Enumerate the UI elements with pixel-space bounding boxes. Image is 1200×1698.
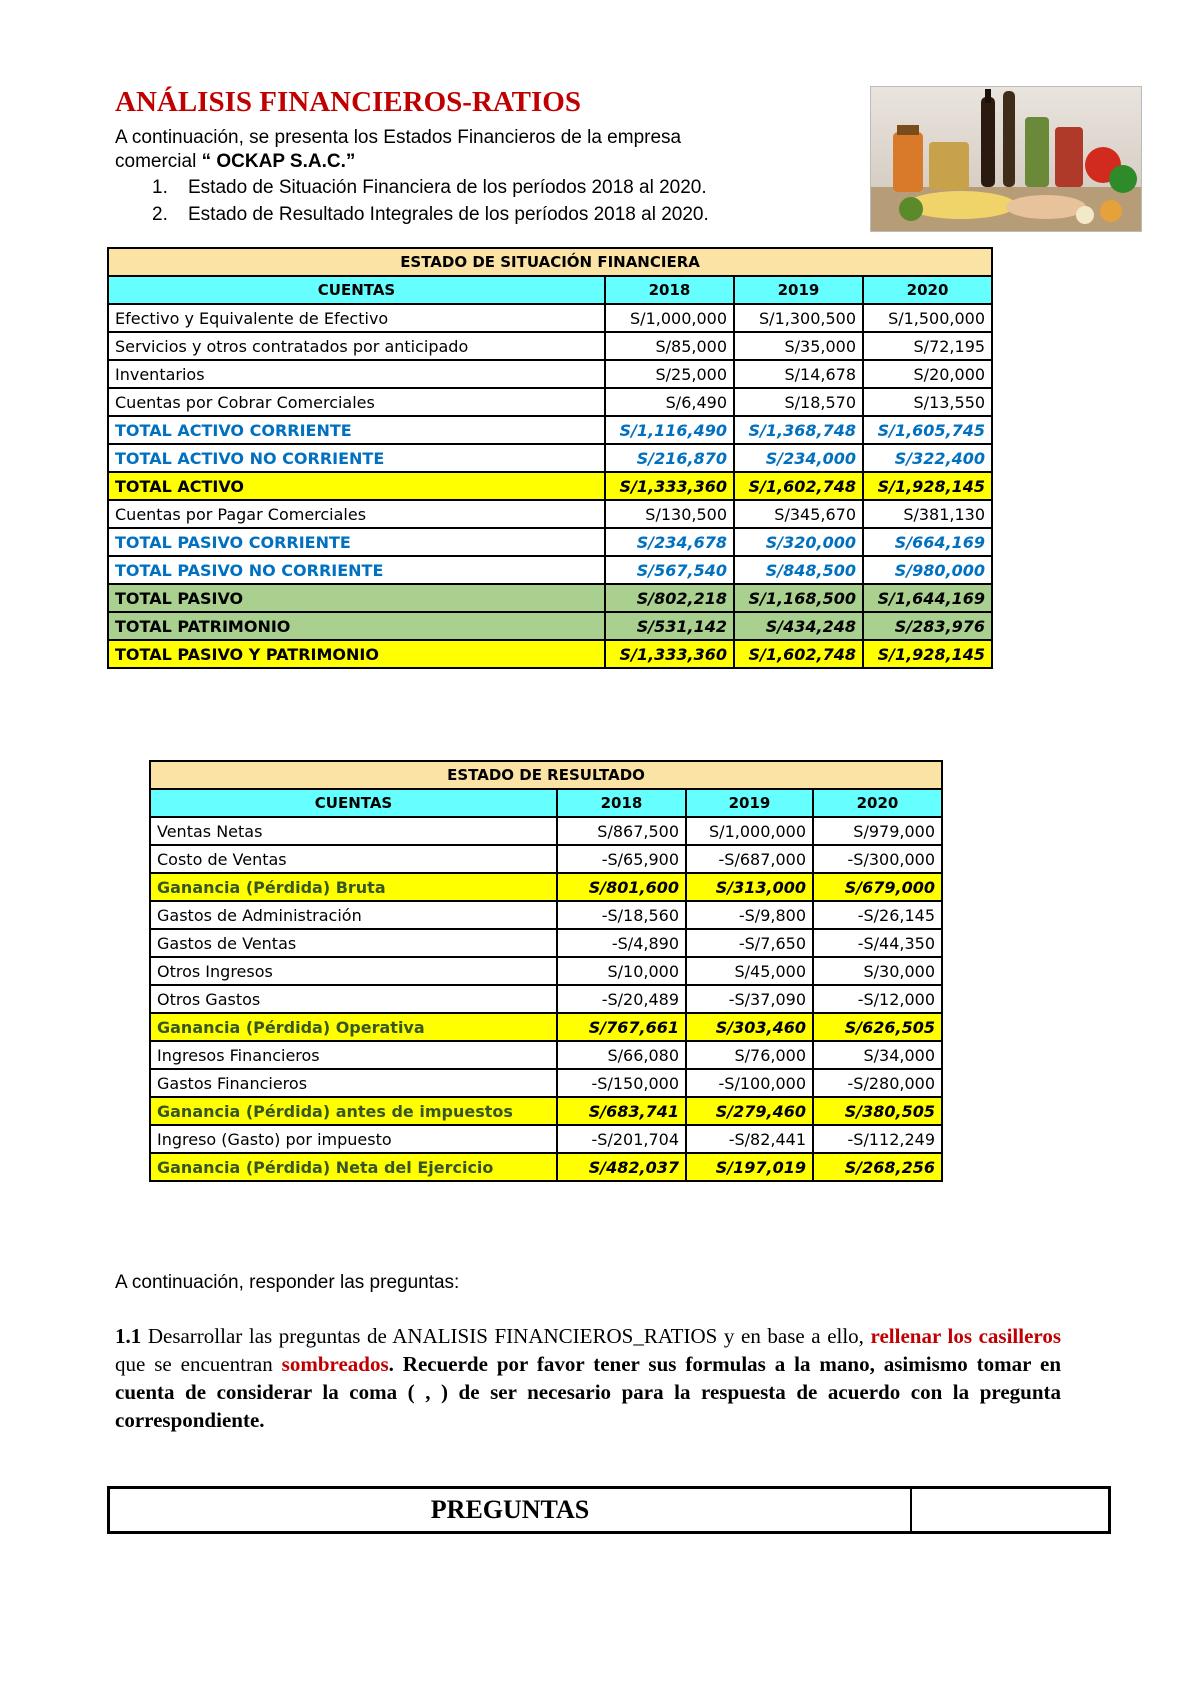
row-label: Gastos de Administración: [150, 901, 557, 929]
value-cell: S/76,000: [686, 1041, 813, 1069]
value-cell: S/10,000: [557, 957, 686, 985]
table-title: ESTADO DE RESULTADO: [150, 761, 942, 789]
table-row: [150, 845, 942, 873]
list-text: Estado de Resultado Integrales de los períodos 2018 al 2020.: [188, 204, 709, 225]
value-cell: -S/9,800: [686, 901, 813, 929]
instruction-text: que se encuentran: [115, 1352, 282, 1376]
row-label: Ganancia (Pérdida) Neta del Ejercicio: [150, 1153, 557, 1181]
value-cell: S/234,678: [605, 528, 734, 556]
value-cell: S/345,670: [734, 500, 863, 528]
row-label: Efectivo y Equivalente de Efectivo: [108, 304, 605, 332]
groceries-photo: [870, 86, 1142, 232]
row-label: Inventarios: [108, 360, 605, 388]
row-label: TOTAL PASIVO CORRIENTE: [108, 528, 605, 556]
value-cell: S/626,505: [813, 1013, 942, 1041]
value-cell: S/664,169: [863, 528, 992, 556]
row-label: Ingreso (Gasto) por impuesto: [150, 1125, 557, 1153]
value-cell: S/1,928,145: [863, 640, 992, 668]
value-cell: -S/12,000: [813, 985, 942, 1013]
value-cell: S/25,000: [605, 360, 734, 388]
table-row: [150, 1125, 942, 1153]
value-cell: S/380,505: [813, 1097, 942, 1125]
table-row: [108, 528, 992, 556]
value-cell: -S/300,000: [813, 845, 942, 873]
instruction-number: 1.1: [115, 1324, 142, 1348]
groceries-photo-icon: [871, 87, 1141, 231]
value-cell: S/35,000: [734, 332, 863, 360]
table-row: [108, 584, 992, 612]
row-label: Gastos Financieros: [150, 1069, 557, 1097]
table-row: [150, 873, 942, 901]
value-cell: S/130,500: [605, 500, 734, 528]
table-row: [150, 901, 942, 929]
value-cell: S/320,000: [734, 528, 863, 556]
column-header: 2018: [605, 276, 734, 304]
table-title: ESTADO DE SITUACIÓN FINANCIERA: [108, 248, 992, 276]
value-cell: S/85,000: [605, 332, 734, 360]
value-cell: S/1,116,490: [605, 416, 734, 444]
value-cell: S/1,644,169: [863, 584, 992, 612]
table-row: [150, 1069, 942, 1097]
value-cell: -S/18,560: [557, 901, 686, 929]
row-label: TOTAL ACTIVO NO CORRIENTE: [108, 444, 605, 472]
table-row: [150, 957, 942, 985]
value-cell: -S/201,704: [557, 1125, 686, 1153]
row-label: Ganancia (Pérdida) Bruta: [150, 873, 557, 901]
column-header: 2019: [686, 789, 813, 817]
value-cell: S/1,928,145: [863, 472, 992, 500]
table-row: [108, 556, 992, 584]
value-cell: -S/280,000: [813, 1069, 942, 1097]
value-cell: S/18,570: [734, 388, 863, 416]
value-cell: -S/26,145: [813, 901, 942, 929]
table-row: [108, 444, 992, 472]
value-cell: S/848,500: [734, 556, 863, 584]
column-header: 2020: [813, 789, 942, 817]
instruction-text: Desarrollar las preguntas de ANALISIS FINANCIEROS_RATIOS y en base a ello,: [141, 1324, 871, 1348]
value-cell: S/216,870: [605, 444, 734, 472]
value-cell: -S/112,249: [813, 1125, 942, 1153]
row-label: Gastos de Ventas: [150, 929, 557, 957]
value-cell: S/45,000: [686, 957, 813, 985]
value-cell: -S/65,900: [557, 845, 686, 873]
value-cell: S/980,000: [863, 556, 992, 584]
value-cell: S/313,000: [686, 873, 813, 901]
table-row: [108, 388, 992, 416]
value-cell: S/531,142: [605, 612, 734, 640]
value-cell: S/72,195: [863, 332, 992, 360]
list-number: 1.: [152, 177, 168, 198]
row-label: Costo de Ventas: [150, 845, 557, 873]
value-cell: S/322,400: [863, 444, 992, 472]
income-statement-table: [149, 760, 943, 1182]
list-item: [152, 203, 709, 227]
value-cell: S/1,000,000: [605, 304, 734, 332]
column-header: 2020: [863, 276, 992, 304]
questions-table: [107, 1486, 1111, 1534]
value-cell: S/1,333,360: [605, 472, 734, 500]
row-label: Ganancia (Pérdida) antes de impuestos: [150, 1097, 557, 1125]
table-row: [150, 1041, 942, 1069]
table-row: [150, 817, 942, 845]
value-cell: S/13,550: [863, 388, 992, 416]
column-header: CUENTAS: [108, 276, 605, 304]
table-row: [108, 416, 992, 444]
value-cell: S/268,256: [813, 1153, 942, 1181]
value-cell: S/1,368,748: [734, 416, 863, 444]
value-cell: S/14,678: [734, 360, 863, 388]
instruction-paragraph: [115, 1322, 1061, 1434]
value-cell: -S/150,000: [557, 1069, 686, 1097]
row-label: Cuentas por Pagar Comerciales: [108, 500, 605, 528]
column-header: 2018: [557, 789, 686, 817]
value-cell: S/66,080: [557, 1041, 686, 1069]
table-row: [108, 472, 992, 500]
value-cell: -S/100,000: [686, 1069, 813, 1097]
value-cell: S/683,741: [557, 1097, 686, 1125]
value-cell: -S/7,650: [686, 929, 813, 957]
balance-sheet-table: [107, 247, 993, 669]
value-cell: S/1,605,745: [863, 416, 992, 444]
row-label: Servicios y otros contratados por anticipado: [108, 332, 605, 360]
value-cell: S/482,037: [557, 1153, 686, 1181]
value-cell: S/1,000,000: [686, 817, 813, 845]
column-header: 2019: [734, 276, 863, 304]
value-cell: -S/82,441: [686, 1125, 813, 1153]
row-label: Ganancia (Pérdida) Operativa: [150, 1013, 557, 1041]
value-cell: S/567,540: [605, 556, 734, 584]
value-cell: -S/37,090: [686, 985, 813, 1013]
page-title: ANÁLISIS FINANCIEROS-RATIOS: [115, 86, 581, 118]
row-label: TOTAL PASIVO Y PATRIMONIO: [108, 640, 605, 668]
value-cell: -S/44,350: [813, 929, 942, 957]
intro-text: A continuación, se presenta los Estados Financieros de la empresa: [115, 127, 682, 148]
instruction-bold-text: . Recuerde por favor tener sus formulas a la mano, asimismo tomar en cuenta de considerar la coma ( , ) de ser necesario para la respuesta de acuerdo con la pregunta correspondiente.: [115, 1352, 1061, 1432]
intro-company: [115, 150, 355, 174]
value-cell: S/30,000: [813, 957, 942, 985]
table-row: [108, 500, 992, 528]
company-name: “ OCKAP S.A.C.”: [201, 151, 356, 172]
row-label: TOTAL ACTIVO: [108, 472, 605, 500]
value-cell: S/801,600: [557, 873, 686, 901]
row-label: TOTAL ACTIVO CORRIENTE: [108, 416, 605, 444]
table-row: [150, 1097, 942, 1125]
table-row: [108, 332, 992, 360]
list-text: Estado de Situación Financiera de los períodos 2018 al 2020.: [188, 177, 707, 198]
row-label: Otros Gastos: [150, 985, 557, 1013]
row-label: Ingresos Financieros: [150, 1041, 557, 1069]
value-cell: S/283,976: [863, 612, 992, 640]
value-cell: S/34,000: [813, 1041, 942, 1069]
table-row: [150, 985, 942, 1013]
value-cell: S/1,500,000: [863, 304, 992, 332]
table-row: [150, 1013, 942, 1041]
value-cell: S/767,661: [557, 1013, 686, 1041]
table-row: [108, 640, 992, 668]
value-cell: S/1,602,748: [734, 640, 863, 668]
table-row: [108, 360, 992, 388]
value-cell: S/381,130: [863, 500, 992, 528]
row-label: Cuentas por Cobrar Comerciales: [108, 388, 605, 416]
table-row: [150, 1153, 942, 1181]
row-label: TOTAL PATRIMONIO: [108, 612, 605, 640]
value-cell: S/802,218: [605, 584, 734, 612]
value-cell: S/679,000: [813, 873, 942, 901]
list-number: 2.: [152, 204, 168, 225]
value-cell: S/1,300,500: [734, 304, 863, 332]
table-row: [108, 304, 992, 332]
value-cell: S/20,000: [863, 360, 992, 388]
value-cell: S/1,602,748: [734, 472, 863, 500]
value-cell: S/6,490: [605, 388, 734, 416]
instruction-highlight: sombreados: [281, 1352, 389, 1376]
answer-cell[interactable]: [912, 1489, 1108, 1531]
row-label: Ventas Netas: [150, 817, 557, 845]
value-cell: S/1,333,360: [605, 640, 734, 668]
table-row: [108, 612, 992, 640]
intro-prefix: comercial: [115, 151, 197, 172]
value-cell: S/434,248: [734, 612, 863, 640]
table-row: [150, 929, 942, 957]
value-cell: S/234,000: [734, 444, 863, 472]
value-cell: S/979,000: [813, 817, 942, 845]
value-cell: S/197,019: [686, 1153, 813, 1181]
value-cell: S/867,500: [557, 817, 686, 845]
row-label: TOTAL PASIVO: [108, 584, 605, 612]
row-label: TOTAL PASIVO NO CORRIENTE: [108, 556, 605, 584]
value-cell: S/279,460: [686, 1097, 813, 1125]
value-cell: S/303,460: [686, 1013, 813, 1041]
value-cell: -S/687,000: [686, 845, 813, 873]
value-cell: -S/4,890: [557, 929, 686, 957]
column-header: CUENTAS: [150, 789, 557, 817]
instruction-highlight: rellenar los casilleros: [870, 1324, 1062, 1348]
list-item: [152, 176, 707, 200]
questions-header: PREGUNTAS: [110, 1489, 912, 1531]
row-label: Otros Ingresos: [150, 957, 557, 985]
value-cell: S/1,168,500: [734, 584, 863, 612]
value-cell: -S/20,489: [557, 985, 686, 1013]
answer-intro: A continuación, responder las preguntas:: [115, 1272, 460, 1293]
